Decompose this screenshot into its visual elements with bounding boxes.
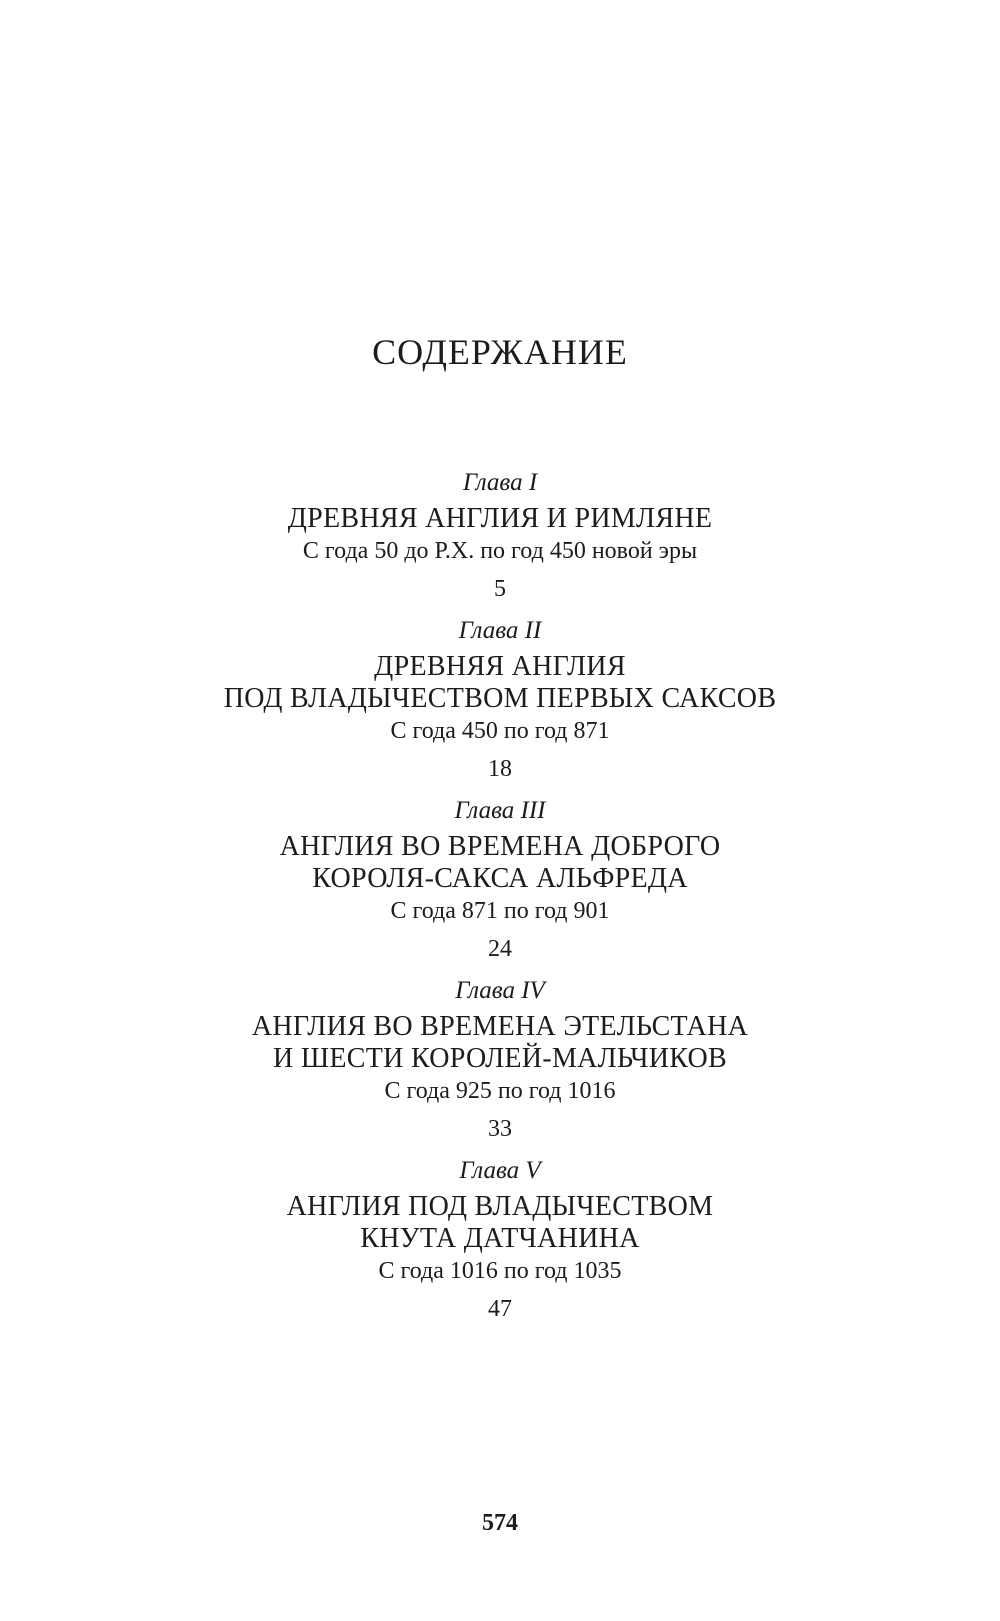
chapter-page-number: 47 bbox=[488, 1296, 512, 1322]
chapter-label: Глава I bbox=[462, 469, 538, 496]
chapter-years: С года 871 по год 901 bbox=[390, 898, 610, 924]
toc-entry-chapter-5[interactable] bbox=[0, 1155, 1000, 1325]
chapter-label: Глава II bbox=[458, 617, 542, 644]
page-number: 574 bbox=[482, 1510, 518, 1536]
table-of-contents bbox=[0, 467, 1000, 1325]
chapter-page-number: 33 bbox=[488, 1116, 512, 1142]
chapter-label: Глава IV bbox=[455, 977, 545, 1004]
chapter-page-number: 18 bbox=[488, 756, 512, 782]
chapter-page-number: 5 bbox=[494, 576, 506, 602]
chapter-label: Глава V bbox=[459, 1157, 541, 1184]
toc-entry-chapter-3[interactable] bbox=[0, 795, 1000, 965]
chapter-years: С года 50 до Р.Х. по год 450 новой эры bbox=[302, 538, 698, 564]
chapter-title-line: АНГЛИЯ ВО ВРЕМЕНА ДОБРОГО bbox=[279, 831, 721, 862]
chapter-title-line: И ШЕСТИ КОРОЛЕЙ-МАЛЬЧИКОВ bbox=[273, 1043, 727, 1074]
toc-entry-chapter-2[interactable] bbox=[0, 615, 1000, 785]
chapter-title bbox=[0, 1011, 1000, 1075]
chapter-years: С года 1016 по год 1035 bbox=[378, 1258, 622, 1284]
toc-entry-chapter-1[interactable] bbox=[0, 467, 1000, 605]
chapter-years: С года 925 по год 1016 bbox=[384, 1078, 616, 1104]
toc-entry-chapter-4[interactable] bbox=[0, 975, 1000, 1145]
chapter-title bbox=[0, 503, 1000, 535]
chapter-title bbox=[0, 831, 1000, 895]
page-title: СОДЕРЖАНИЕ bbox=[372, 332, 628, 372]
chapter-title-line: АНГЛИЯ ПОД ВЛАДЫЧЕСТВОМ bbox=[286, 1191, 714, 1222]
chapter-years: С года 450 по год 871 bbox=[390, 718, 610, 744]
chapter-title-line: АНГЛИЯ ВО ВРЕМЕНА ЭТЕЛЬСТАНА bbox=[251, 1011, 749, 1042]
chapter-page-number: 24 bbox=[488, 936, 512, 962]
chapter-title-line: КОРОЛЯ-САКСА АЛЬФРЕДА bbox=[312, 863, 688, 894]
chapter-title bbox=[0, 1191, 1000, 1255]
chapter-title bbox=[0, 651, 1000, 715]
chapter-title-line: ДРЕВНЯЯ АНГЛИЯ bbox=[374, 651, 626, 682]
chapter-title-line: КНУТА ДАТЧАНИНА bbox=[360, 1223, 640, 1254]
chapter-label: Глава III bbox=[454, 797, 546, 824]
chapter-title-line: ПОД ВЛАДЫЧЕСТВОМ ПЕРВЫХ САКСОВ bbox=[223, 683, 777, 714]
chapter-title-line: ДРЕВНЯЯ АНГЛИЯ И РИМЛЯНЕ bbox=[287, 503, 713, 534]
